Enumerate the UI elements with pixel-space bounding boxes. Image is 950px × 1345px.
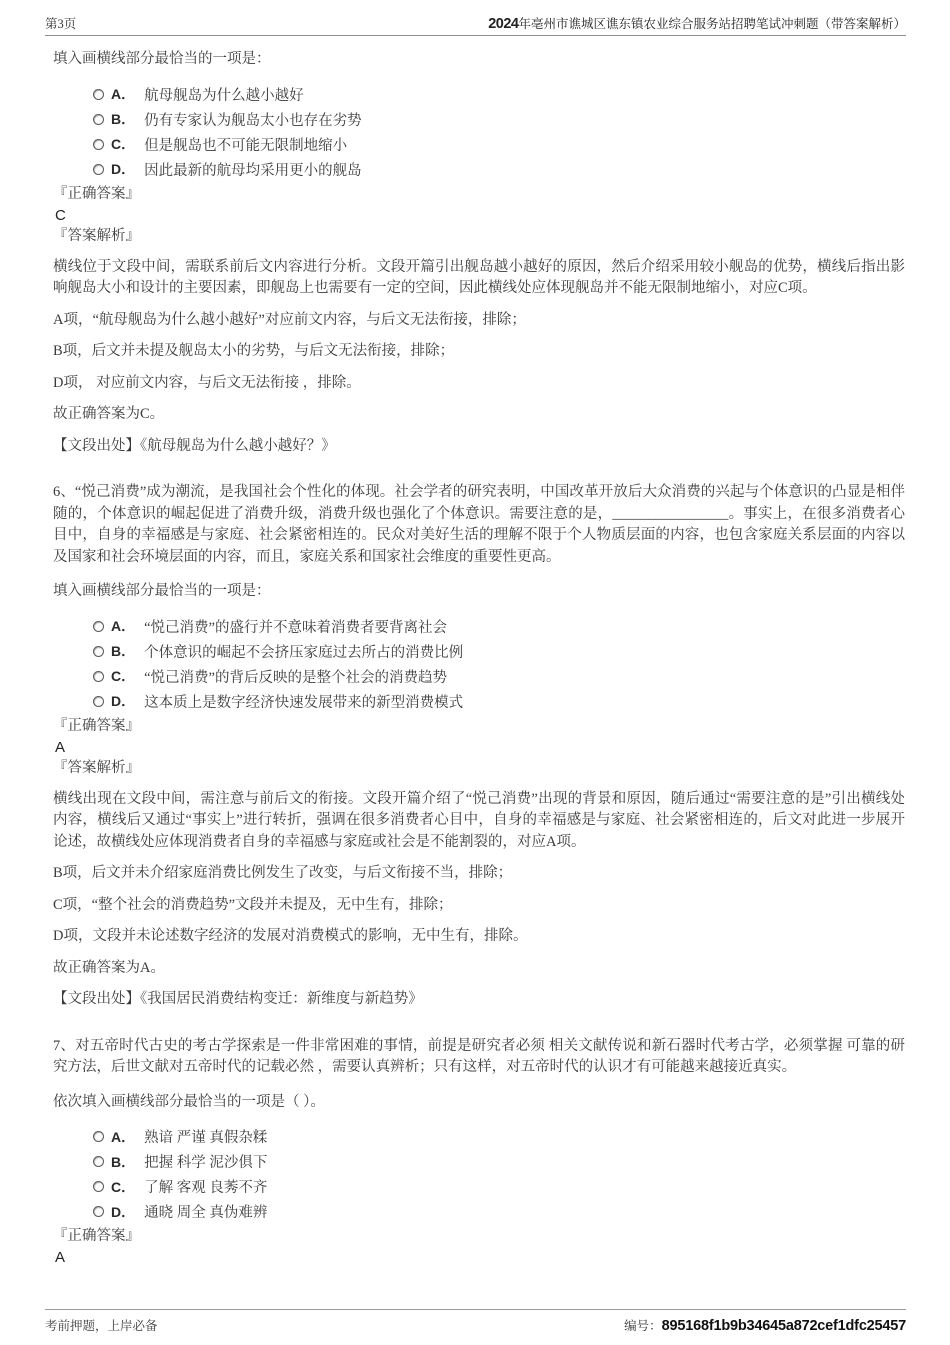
option-letter: B． [111,111,136,127]
q6-prompt: 填入画横线部分最恰当的一项是： [53,583,271,599]
option-text: 个体意识的崛起不会挤压家庭过去所占的消费比例 [144,644,464,661]
option-letter: C． [111,1178,136,1195]
q5-analysis-conclusion: 故正确答案为C。 [53,406,165,422]
option-letter: A． [111,618,136,634]
q5-correct-answer-label: 『正确答案』 [53,185,140,202]
q6-analysis-conclusion: 故正确答案为A。 [53,959,165,976]
option-letter: D． [111,161,136,177]
option-text: “悦己消费”的盛行并不意味着消费者要背离社会 [144,619,447,636]
option-letter: D． [111,693,136,709]
q6-option-c[interactable] [93,666,905,687]
radio-button-icon[interactable] [93,114,104,125]
q5-analysis-paragraph: D项， 对应前文内容，与后文无法衔接 ，排除。 [53,374,361,391]
document-title-text: 年亳州市谯城区谯东镇农业综合服务站招聘笔试冲刺题（带答案解析） [518,17,906,31]
radio-button-icon[interactable] [93,1156,104,1167]
question-7-block [53,1036,905,1269]
option-text: 但是舰岛也不可能无限制地缩小 [144,137,348,154]
q5-correct-answer-value: C [55,206,66,224]
q5-option-b[interactable] [93,109,905,130]
option-letter: A． [111,86,136,102]
q6-option-d[interactable] [93,691,905,712]
question-5-block [53,49,905,457]
radio-button-icon[interactable] [93,671,104,682]
option-letter: C． [111,136,136,152]
option-text: 把握 科学 泥沙俱下 [144,1155,268,1171]
q6-analysis-paragraph: D项，文段并未论述数字经济的发展对消费模式的影响，无中生有，排除。 [53,928,528,944]
q6-options [93,616,905,712]
radio-button-icon[interactable] [93,1181,104,1192]
option-text: 仍有专家认为舰岛太小也存在劣势 [144,112,362,129]
q7-option-a[interactable] [93,1126,905,1147]
option-letter: D． [111,1203,136,1220]
footer-slogan: 考前押题，上岸必备 [45,1319,158,1333]
option-text: 因此最新的航母均采用更小的舰岛 [144,162,362,179]
q6-analysis-paragraph: 横线出现在文段中间，需注意与前后文的衔接。文段开篇介绍了“悦己消费”出现的背景和原因，随后通过“需要注意的是”引出横线处内容，横线后又通过“事实上”进行转折，强调在很多消费者心目中，自身的幸福感是与家庭、社会紧密相连的，后文对此进一步展开论述，故横线处应体现消费者自身的幸福感与家庭或社会是不能割裂的，对应A项。 [53,790,905,850]
q6-option-a[interactable] [93,616,905,637]
q5-analysis [53,257,905,458]
q5-analysis-paragraph: B项，后文并未提及舰岛太小的劣势，与后文无法衔接，排除； [53,343,455,359]
q5-analysis-label: 『答案解析』 [53,227,140,244]
q5-source-reference: 【文段出处】《航母舰岛为什么越小越好？》 [53,437,336,454]
option-text: 熟谙 严谨 真假杂糅 [144,1130,268,1146]
document-body [53,49,905,1268]
q5-prompt: 填入画横线部分最恰当的一项是： [53,51,271,67]
q5-analysis-paragraph: 横线位于文段中间，需联系前后文内容进行分析。文段开篇引出舰岛越小越好的原因，然后介绍采用较小舰岛的优势，横线后指出影响舰岛大小和设计的主要因素，即舰岛上也需要有一定的空间，因此横线处应体现舰岛并不能无限制地缩小，对应C项。 [53,258,905,296]
option-letter: A． [111,1128,136,1145]
radio-button-icon[interactable] [93,89,104,100]
document-title [488,14,906,32]
q7-option-c[interactable] [93,1176,905,1197]
q7-option-b[interactable] [93,1151,905,1172]
question-6-block [53,482,905,1011]
document-title-year: 2024 [488,16,519,32]
q7-correct-answer-value: A [55,1249,66,1266]
q6-stem: 6、“悦己消费”成为潮流，是我国社会个性化的体现。社会学者的研究表明，中国改革开放后大众消费的兴起与个体意识的凸显是相伴随的，个体意识的崛起促进了消费升级，消费升级也强化了个体意识。需要注意的是，________________。事实上，在很多消费者心目中，自身的幸福感是与家庭、社会紧密相连的。民众对美好生活的理解不限于个人物质层面的内容，也包含家庭关系层面的内容以及国家和社会环境层面的内容，而且，家庭关系和国家社会维度的重要性更高。 [53,484,905,565]
radio-button-icon[interactable] [93,164,104,175]
q5-option-c[interactable] [93,134,905,155]
q5-options [93,84,905,180]
option-letter: B． [111,643,136,659]
option-text: 通晓 周全 真伪难辨 [144,1205,268,1221]
document-code [624,1316,906,1334]
q6-source-reference: 【文段出处】《我国居民消费结构变迁：新维度与新趋势》 [53,991,423,1007]
q6-analysis-label: 『答案解析』 [53,759,140,776]
q5-analysis-paragraph: A项，“航母舰岛为什么越小越好”对应前文内容，与后文无法衔接，排除； [53,311,526,328]
radio-button-icon[interactable] [93,646,104,657]
q6-correct-answer-label: 『正确答案』 [53,717,140,734]
option-text: “悦己消费”的背后反映的是整个社会的消费趋势 [144,669,447,686]
page-number: 第3页 [45,17,77,31]
option-text: 这本质上是数字经济快速发展带来的新型消费模式 [144,694,464,711]
radio-button-icon[interactable] [93,1131,104,1142]
page-header [45,0,906,36]
q7-correct-answer-label: 『正确答案』 [53,1228,140,1244]
q6-analysis-paragraph: C项，“整个社会的消费趋势”文段并未提及，无中生有，排除； [53,896,453,913]
document-code-label: 编号： [624,1319,662,1333]
q5-option-a[interactable] [93,84,905,105]
q6-analysis [53,789,905,1011]
radio-button-icon[interactable] [93,696,104,707]
q7-prompt: 依次填入画横线部分最恰当的一项是（ ）。 [53,1093,325,1110]
radio-button-icon[interactable] [93,1206,104,1217]
radio-button-icon[interactable] [93,139,104,150]
option-text: 了解 客观 良莠不齐 [144,1180,268,1196]
q6-analysis-paragraph: B项，后文并未介绍家庭消费比例发生了改变，与后文衔接不当，排除； [53,865,513,881]
page-footer [45,1309,906,1334]
q6-option-b[interactable] [93,641,905,662]
q7-options [93,1126,905,1222]
q7-option-d[interactable] [93,1201,905,1222]
radio-button-icon[interactable] [93,621,104,632]
q7-stem: 7、对五帝时代古史的考古学探索是一件非常困难的事情，前提是研究者必须 相关文献传说和新石器时代考古学，必须掌握 可靠的研究方法，后世文献对五帝时代的记载必然 ，需要认真辨析；只有这样，对五帝时代的认识才有可能越来越接近真实。 [53,1037,905,1075]
q6-correct-answer-value: A [55,738,66,756]
option-text: 航母舰岛为什么越小越好 [144,87,304,104]
option-letter: C． [111,668,136,684]
document-code-value: 895168f1b9b34645a872cef1dfc25457 [661,1318,906,1334]
option-letter: B． [111,1153,136,1170]
q5-option-d[interactable] [93,159,905,180]
